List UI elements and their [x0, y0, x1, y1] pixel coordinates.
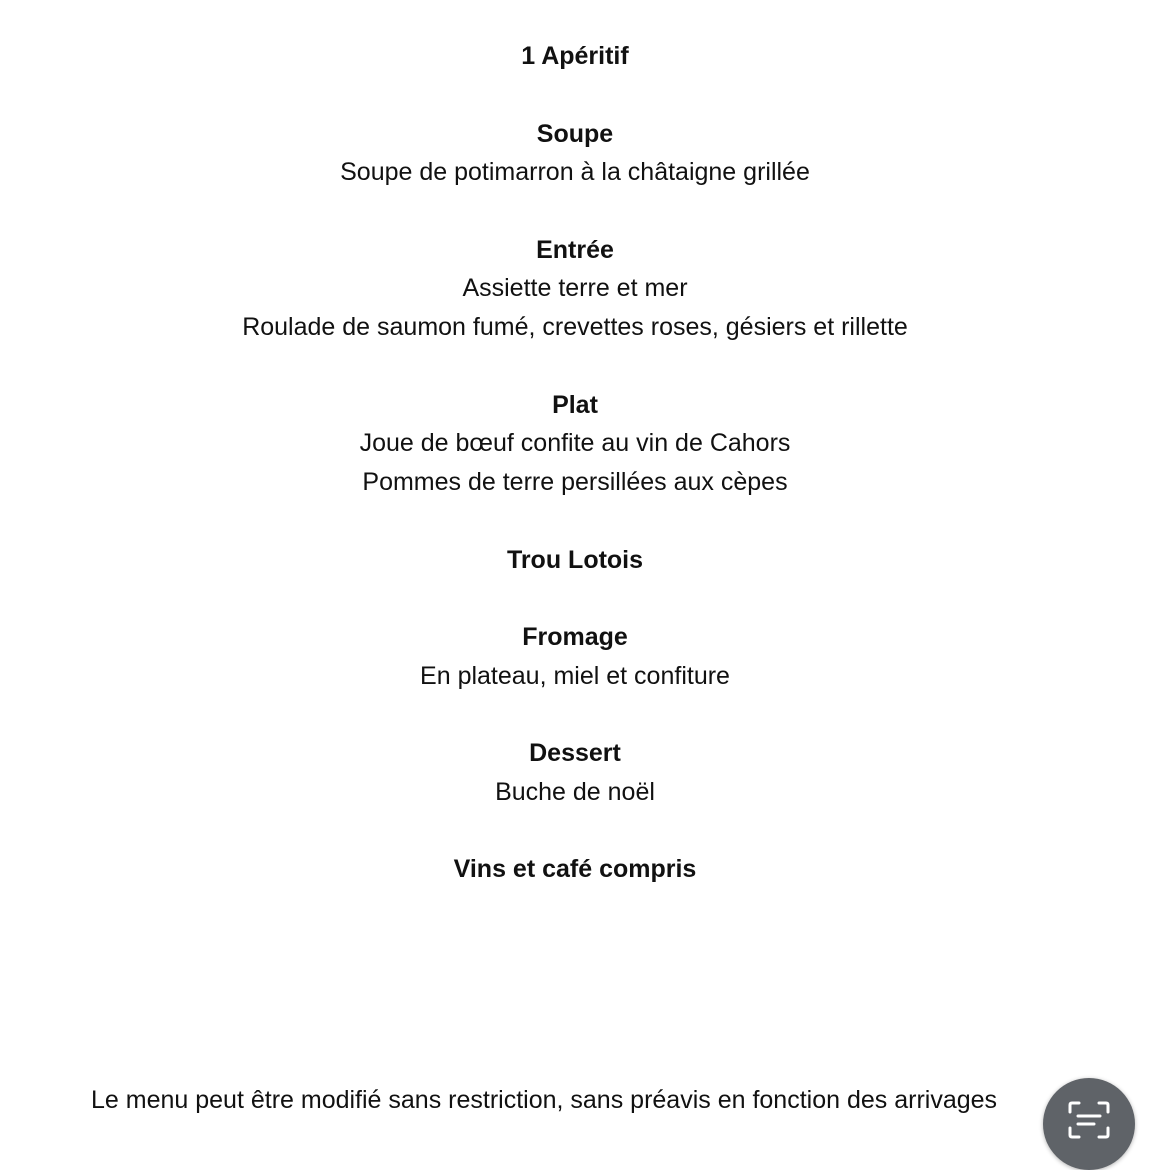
plat-heading: Plat — [552, 391, 598, 419]
dessert-item: Buche de noël — [495, 778, 655, 806]
fromage-item: En plateau, miel et confiture — [420, 662, 730, 690]
fromage-heading: Fromage — [522, 623, 628, 651]
soupe-item: Soupe de potimarron à la châtaigne grillée — [340, 158, 810, 186]
scan-text-button[interactable] — [1043, 1078, 1135, 1170]
entree-heading: Entrée — [536, 236, 614, 264]
dessert-heading: Dessert — [529, 739, 621, 767]
footer-note: Le menu peut être modifié sans restriction, sans préavis en fonction des arrivages — [91, 1086, 998, 1114]
entree-item-2: Roulade de saumon fumé, crevettes roses, gésiers et rillette — [242, 313, 908, 341]
aperitif-heading: 1 Apéritif — [521, 42, 629, 70]
plat-item-1: Joue de bœuf confite au vin de Cahors — [359, 429, 791, 457]
plat-item-2: Pommes de terre persillées aux cèpes — [362, 468, 788, 496]
trou-heading: Trou Lotois — [506, 546, 644, 574]
scan-text-icon — [1067, 1100, 1111, 1140]
soupe-heading: Soupe — [536, 120, 614, 148]
vins-heading: Vins et café compris — [453, 855, 697, 883]
entree-item-1: Assiette terre et mer — [462, 274, 688, 302]
